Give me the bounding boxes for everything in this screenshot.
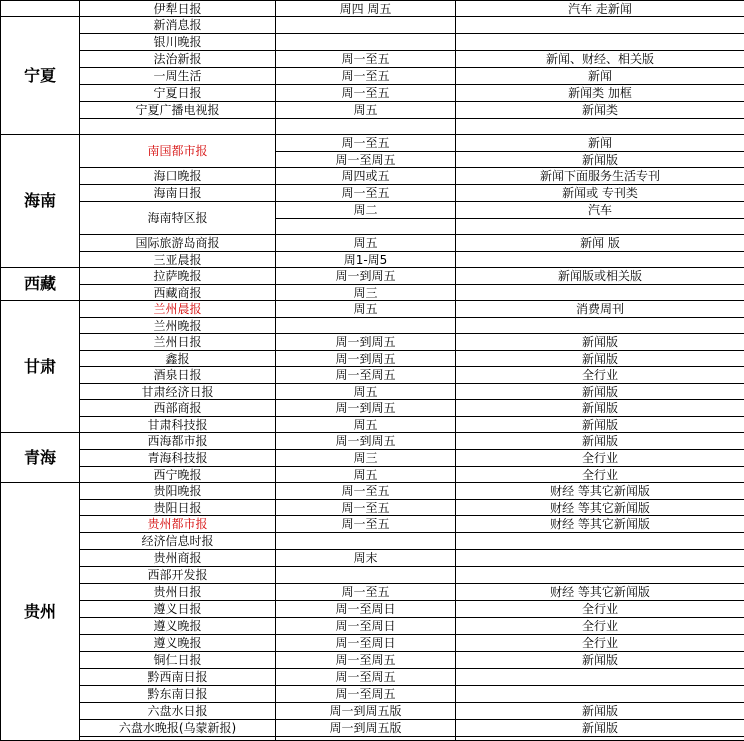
publish-days-cell[interactable]: 周一到周五: [276, 351, 456, 367]
content-cell[interactable]: [456, 17, 744, 34]
newspaper-name-cell[interactable]: 法治新报: [80, 51, 276, 68]
publish-days-cell[interactable]: 周一至周日: [276, 601, 456, 618]
table-row: [1, 301, 744, 318]
table-row: [1, 686, 744, 703]
newspaper-name-cell[interactable]: 遵义晚报: [80, 618, 276, 635]
table-row: [1, 500, 744, 516]
content-cell[interactable]: [456, 533, 744, 550]
publish-days-cell[interactable]: [276, 533, 456, 550]
table-row: [1, 1, 744, 17]
content-cell[interactable]: 财经 等其它新闻版: [456, 584, 744, 601]
content-cell[interactable]: 新闻版: [456, 400, 744, 417]
publish-days-cell[interactable]: 周一至五: [276, 85, 456, 102]
publish-days-cell[interactable]: 周四 周五: [276, 1, 456, 17]
table-row: [1, 652, 744, 669]
content-cell[interactable]: [456, 219, 744, 235]
publish-days-cell[interactable]: 周一至周五: [276, 367, 456, 384]
publish-days-cell[interactable]: [276, 34, 456, 51]
publish-days-cell[interactable]: 周一到周五: [276, 400, 456, 417]
content-cell[interactable]: 新闻版: [456, 652, 744, 669]
content-cell[interactable]: 财经 等其它新闻版: [456, 500, 744, 516]
publish-days-cell[interactable]: [276, 318, 456, 334]
newspaper-name-cell[interactable]: 宁夏广播电视报: [80, 102, 276, 119]
publish-days-cell[interactable]: [276, 119, 456, 135]
publish-days-cell[interactable]: 周一至周五: [276, 669, 456, 686]
content-cell[interactable]: 全行业: [456, 635, 744, 652]
table-row: [1, 334, 744, 351]
content-cell[interactable]: 新闻版: [456, 720, 744, 737]
region-cell[interactable]: 贵州: [1, 483, 80, 741]
table-row: [1, 417, 744, 433]
newspaper-name-cell[interactable]: 六盘水日报: [80, 703, 276, 720]
newspaper-name-cell[interactable]: 宁夏日报: [80, 85, 276, 102]
newspaper-name-cell[interactable]: 遵义日报: [80, 601, 276, 618]
table-row: [1, 17, 744, 34]
table-row: [1, 135, 744, 152]
content-cell[interactable]: 全行业: [456, 618, 744, 635]
publish-days-cell[interactable]: 周五: [276, 235, 456, 252]
newspaper-name-cell[interactable]: 贵阳日报: [80, 500, 276, 516]
region-cell[interactable]: 海南: [1, 135, 80, 268]
publish-days-cell[interactable]: 周一到周五: [276, 268, 456, 285]
newspaper-name-cell[interactable]: 贵州都市报: [80, 516, 276, 533]
table-row: [1, 601, 744, 618]
content-cell[interactable]: [456, 119, 744, 135]
table-row: [1, 318, 744, 334]
content-cell[interactable]: 新闻类 加框: [456, 85, 744, 102]
content-cell[interactable]: 全行业: [456, 367, 744, 384]
content-cell[interactable]: 新闻版: [456, 384, 744, 400]
publish-days-cell[interactable]: 周1-周5: [276, 252, 456, 268]
table-row: [1, 34, 744, 51]
content-cell[interactable]: [456, 285, 744, 301]
newspaper-name-cell[interactable]: 拉萨晚报: [80, 268, 276, 285]
newspaper-name-cell[interactable]: 贵州商报: [80, 550, 276, 567]
publish-days-cell[interactable]: 周一至周五: [276, 686, 456, 703]
newspaper-name-cell[interactable]: 三亚晨报: [80, 252, 276, 268]
table-row: [1, 367, 744, 384]
publish-days-cell[interactable]: [276, 737, 456, 741]
content-cell[interactable]: 全行业: [456, 450, 744, 467]
newspaper-name-cell[interactable]: 海南日报: [80, 185, 276, 202]
content-cell[interactable]: 财经 等其它新闻版: [456, 483, 744, 500]
content-cell[interactable]: 新闻下面服务生活专刊: [456, 168, 744, 185]
publish-days-cell[interactable]: 周一至五: [276, 51, 456, 68]
region-cell[interactable]: [1, 1, 80, 17]
table-row: [1, 737, 744, 741]
table-row: [1, 584, 744, 601]
content-cell[interactable]: 全行业: [456, 467, 744, 483]
content-cell[interactable]: 新闻版: [456, 351, 744, 367]
table-row: [1, 384, 744, 400]
table-row: [1, 168, 744, 185]
region-cell[interactable]: 甘肃: [1, 301, 80, 433]
newspaper-name-cell[interactable]: [80, 119, 276, 135]
publish-days-cell[interactable]: 周五: [276, 102, 456, 119]
newspaper-name-cell[interactable]: 贵阳晚报: [80, 483, 276, 500]
newspaper-name-cell[interactable]: 西部开发报: [80, 567, 276, 584]
table-row: [1, 102, 744, 119]
table-row: [1, 202, 744, 219]
table-row: [1, 720, 744, 737]
publish-days-cell[interactable]: 周三: [276, 285, 456, 301]
newspaper-name-cell[interactable]: 兰州晚报: [80, 318, 276, 334]
content-cell[interactable]: 汽车: [456, 202, 744, 219]
newspaper-name-cell[interactable]: 酒泉日报: [80, 367, 276, 384]
table-row: [1, 550, 744, 567]
publish-days-cell[interactable]: 周一至周五: [276, 652, 456, 669]
table-row: [1, 635, 744, 652]
publish-days-cell[interactable]: 周一至五: [276, 135, 456, 152]
content-cell[interactable]: 新闻、财经、相关版: [456, 51, 744, 68]
newspaper-name-cell[interactable]: 青海科技报: [80, 450, 276, 467]
content-cell[interactable]: 新闻 版: [456, 235, 744, 252]
newspaper-name-cell[interactable]: 一周生活: [80, 68, 276, 85]
publish-days-cell[interactable]: 周一至周五: [276, 152, 456, 168]
content-cell[interactable]: [456, 550, 744, 567]
region-cell[interactable]: 宁夏: [1, 17, 80, 135]
publish-days-cell[interactable]: 周一至周日: [276, 618, 456, 635]
table-row: [1, 703, 744, 720]
publish-days-cell[interactable]: [276, 567, 456, 584]
table-row: [1, 51, 744, 68]
table-row: [1, 268, 744, 285]
newspaper-name-cell[interactable]: 黔东南日报: [80, 686, 276, 703]
content-cell[interactable]: 新闻: [456, 68, 744, 85]
content-cell[interactable]: [456, 252, 744, 268]
publish-days-cell[interactable]: 周一至五: [276, 185, 456, 202]
publish-days-cell[interactable]: 周一至五: [276, 483, 456, 500]
newspaper-name-cell[interactable]: 西宁晚报: [80, 467, 276, 483]
content-cell[interactable]: 消费周刊: [456, 301, 744, 318]
publish-days-cell[interactable]: 周四或五: [276, 168, 456, 185]
content-cell[interactable]: 新闻类: [456, 102, 744, 119]
content-cell[interactable]: 全行业: [456, 601, 744, 618]
table-row: [1, 450, 744, 467]
content-cell[interactable]: 新闻版: [456, 334, 744, 351]
content-cell[interactable]: 新闻或 专刊类: [456, 185, 744, 202]
content-cell[interactable]: [456, 34, 744, 51]
content-cell[interactable]: 新闻版或相关版: [456, 268, 744, 285]
newspaper-name-cell[interactable]: 贵州日报: [80, 584, 276, 601]
table-row: [1, 618, 744, 635]
newspaper-name-cell[interactable]: 甘肃科技报: [80, 417, 276, 433]
publish-days-cell[interactable]: 周五: [276, 384, 456, 400]
table-body: [1, 1, 744, 741]
publish-days-cell[interactable]: 周一到周五: [276, 433, 456, 450]
table-row: [1, 68, 744, 85]
newspaper-name-cell[interactable]: 兰州晨报: [80, 301, 276, 318]
publish-days-cell[interactable]: 周一至五: [276, 500, 456, 516]
newspaper-name-cell[interactable]: 新消息报: [80, 17, 276, 34]
newspaper-name-cell[interactable]: [80, 737, 276, 741]
publish-days-cell[interactable]: 周一至五: [276, 68, 456, 85]
content-cell[interactable]: [456, 737, 744, 741]
content-cell[interactable]: [456, 567, 744, 584]
newspaper-name-cell[interactable]: 经济信息时报: [80, 533, 276, 550]
publish-days-cell[interactable]: 周二: [276, 202, 456, 219]
table-row: [1, 351, 744, 367]
newspaper-name-cell[interactable]: 南国都市报: [80, 135, 276, 168]
content-cell[interactable]: [456, 318, 744, 334]
newspaper-name-cell[interactable]: 兰州日报: [80, 334, 276, 351]
table-row: [1, 483, 744, 500]
newspaper-name-cell[interactable]: 六盘水晚报(乌蒙新报): [80, 720, 276, 737]
publish-days-cell[interactable]: 周一至五: [276, 584, 456, 601]
publish-days-cell[interactable]: 周五: [276, 417, 456, 433]
newspaper-name-cell[interactable]: 西部商报: [80, 400, 276, 417]
publish-days-cell[interactable]: 周一到周五版: [276, 720, 456, 737]
newspaper-name-cell[interactable]: 鑫报: [80, 351, 276, 367]
table-row: [1, 235, 744, 252]
content-cell[interactable]: [456, 669, 744, 686]
content-cell[interactable]: 新闻版: [456, 417, 744, 433]
publish-days-cell[interactable]: 周一到周五: [276, 334, 456, 351]
region-cell[interactable]: 青海: [1, 433, 80, 483]
newspaper-name-cell[interactable]: 西藏商报: [80, 285, 276, 301]
publish-days-cell[interactable]: 周三: [276, 450, 456, 467]
table-row: [1, 400, 744, 417]
content-cell[interactable]: 新闻版: [456, 703, 744, 720]
newspaper-name-cell[interactable]: 银川晚报: [80, 34, 276, 51]
newspaper-name-cell[interactable]: 遵义晚报: [80, 635, 276, 652]
table-row: [1, 119, 744, 135]
newspaper-name-cell[interactable]: 海口晚报: [80, 168, 276, 185]
content-cell[interactable]: 新闻: [456, 135, 744, 152]
table-row: [1, 252, 744, 268]
region-cell[interactable]: 西藏: [1, 268, 80, 301]
table-row: [1, 185, 744, 202]
table-row: [1, 533, 744, 550]
newspaper-name-cell[interactable]: 铜仁日报: [80, 652, 276, 669]
publish-days-cell[interactable]: 周一至五: [276, 516, 456, 533]
table-row: [1, 567, 744, 584]
content-cell[interactable]: 汽车 走新闻: [456, 1, 744, 17]
newspaper-name-cell[interactable]: 黔西南日报: [80, 669, 276, 686]
newspaper-name-cell[interactable]: 西海都市报: [80, 433, 276, 450]
content-cell[interactable]: 财经 等其它新闻版: [456, 516, 744, 533]
table-row: [1, 85, 744, 102]
content-cell[interactable]: 新闻版: [456, 152, 744, 168]
publish-days-cell[interactable]: [276, 219, 456, 235]
table-row: [1, 669, 744, 686]
content-cell[interactable]: 新闻版: [456, 433, 744, 450]
publish-days-cell[interactable]: 周五: [276, 301, 456, 318]
publish-days-cell[interactable]: 周五: [276, 467, 456, 483]
publish-days-cell[interactable]: [276, 17, 456, 34]
table-row: [1, 285, 744, 301]
newspaper-name-cell[interactable]: 甘肃经济日报: [80, 384, 276, 400]
newspaper-name-cell[interactable]: 国际旅游岛商报: [80, 235, 276, 252]
newspaper-name-cell[interactable]: 海南特区报: [80, 202, 276, 235]
publish-days-cell[interactable]: 周一至周日: [276, 635, 456, 652]
table-row: [1, 516, 744, 533]
newspaper-name-cell[interactable]: 伊犁日报: [80, 1, 276, 17]
publish-days-cell[interactable]: 周末: [276, 550, 456, 567]
table-row: [1, 433, 744, 450]
content-cell[interactable]: [456, 686, 744, 703]
publish-days-cell[interactable]: 周一到周五版: [276, 703, 456, 720]
table-row: [1, 467, 744, 483]
